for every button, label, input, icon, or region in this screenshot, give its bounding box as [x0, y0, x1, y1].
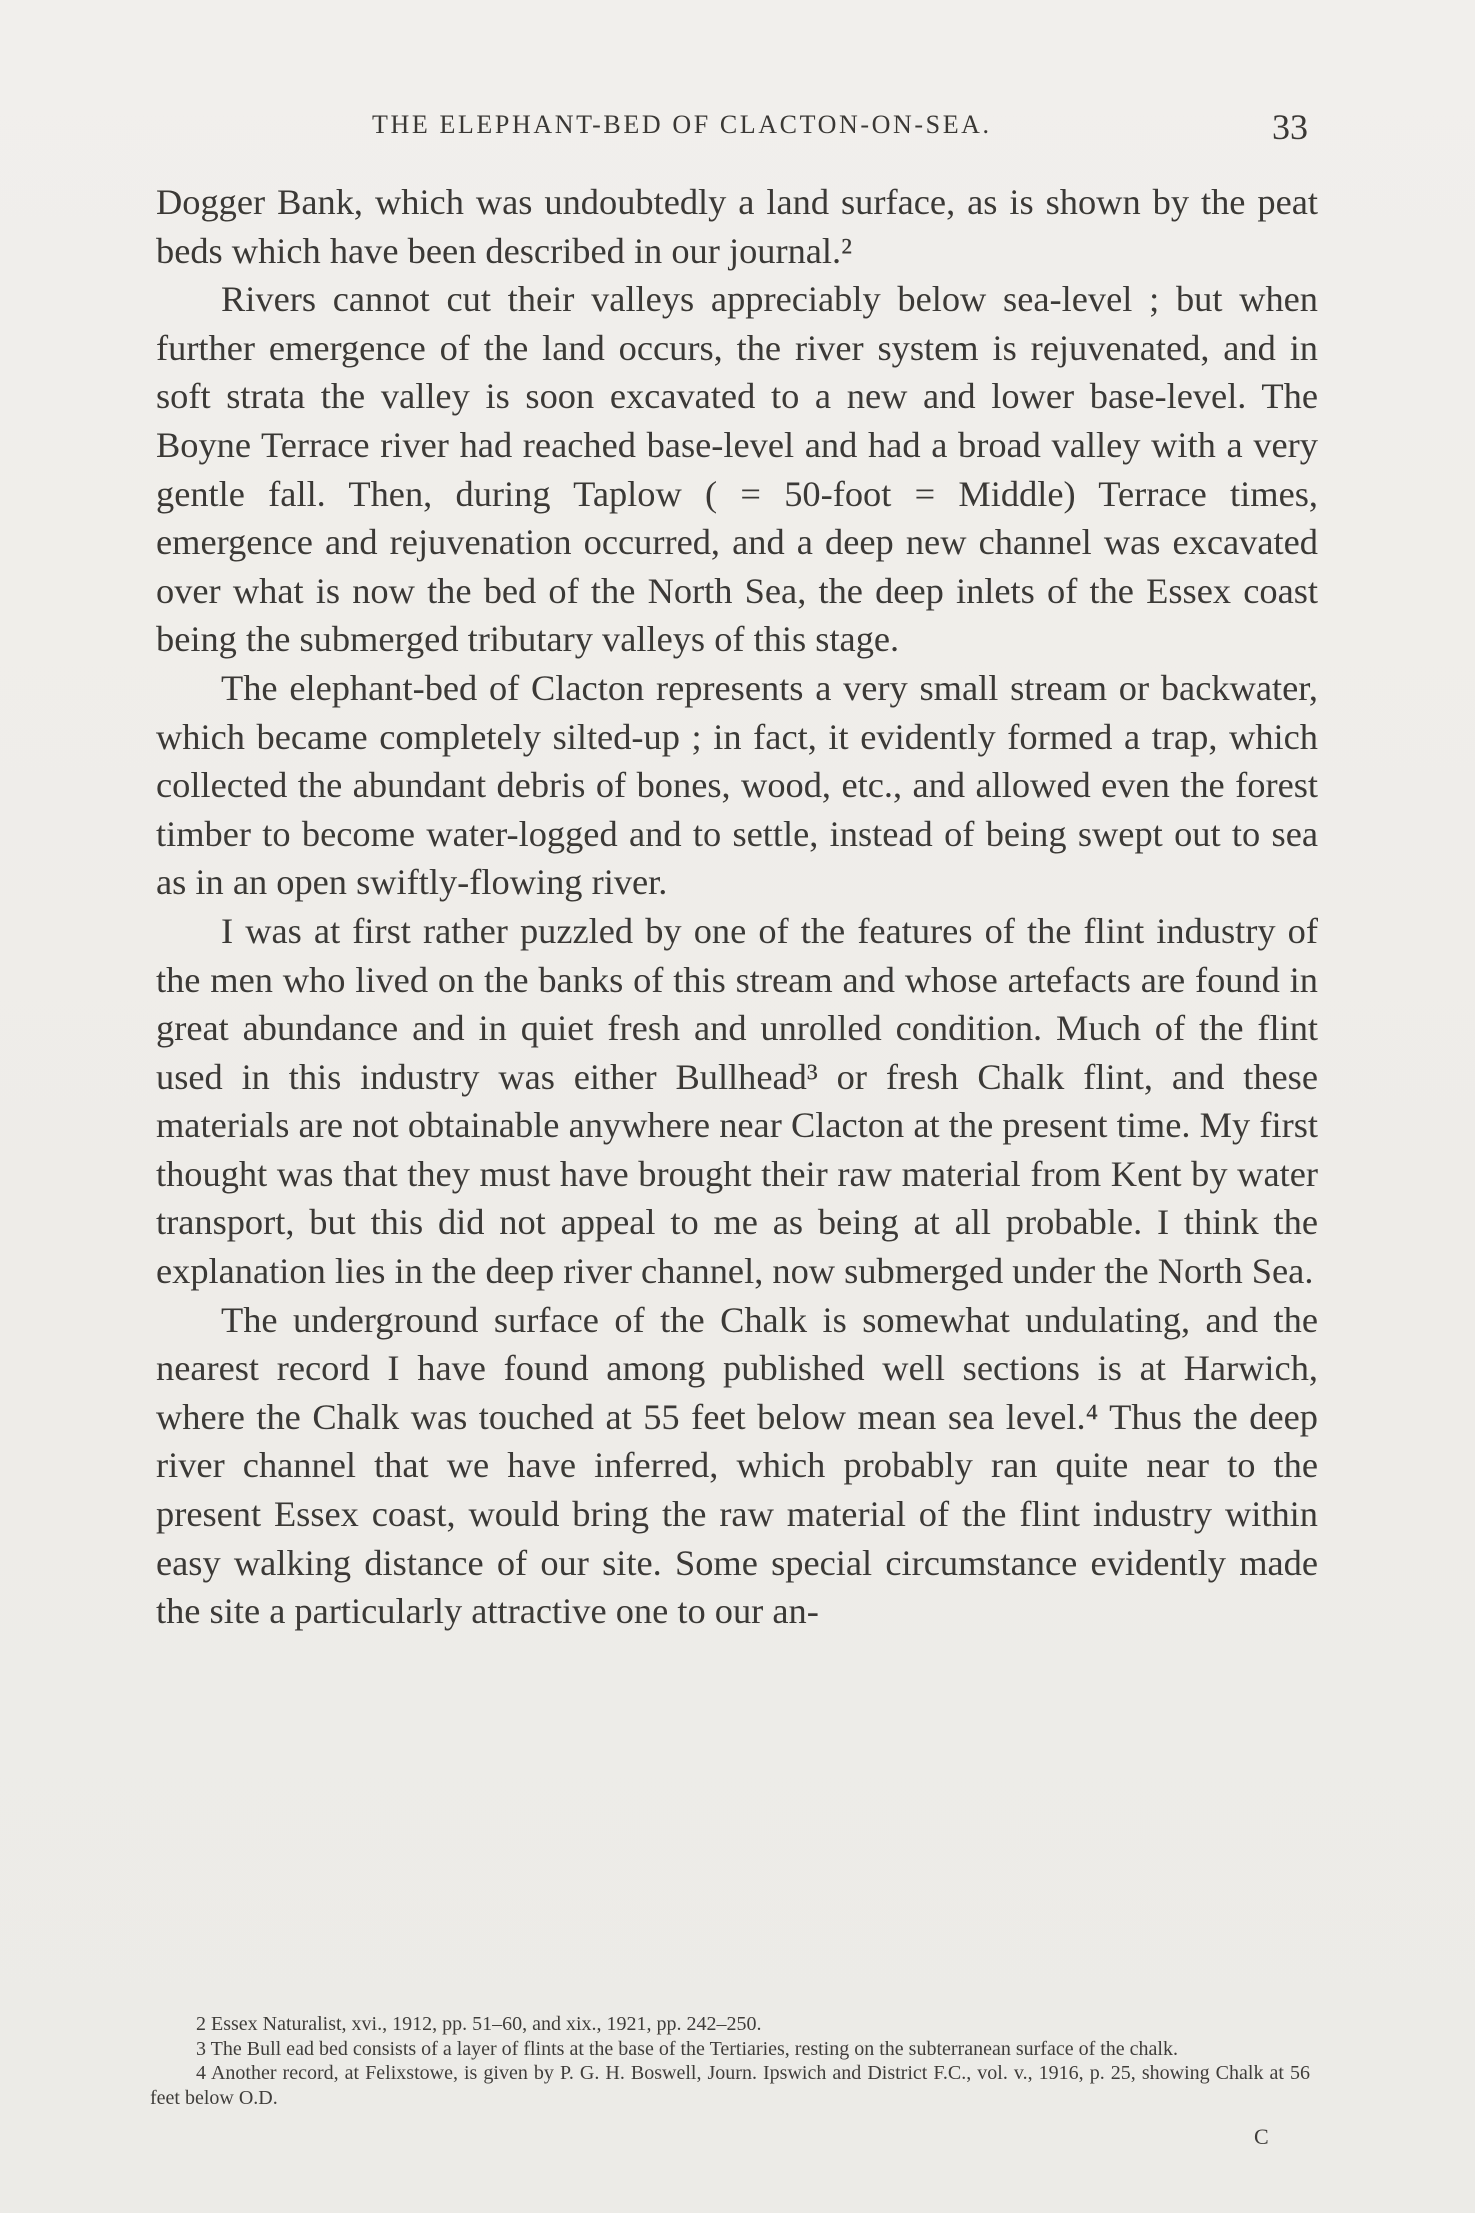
footnote: 2 Essex Naturalist, xvi., 1912, pp. 51–60, and xix., 1921, pp. 242–250.: [196, 2013, 762, 2035]
running-title: THE ELEPHANT-BED OF CLACTON-ON-SEA.: [372, 110, 992, 139]
footnote: 3 The Bull ead bed consists of a layer of flints at the base of the Tertiaries, resting on the subterranean surface of the chalk.: [196, 2037, 1178, 2060]
running-head: [0, 107, 1475, 150]
paragraph: The elephant-bed of Clacton represents a very small stream or backwater, which became completely silted-up ; in fact, it evidently formed a trap, which collected the abundant debris of bones, wood, etc., and allowed even the forest timber to become water-logged and to settle, instead of being swept out to sea as in an open swiftly-flowing river.: [156, 667, 1318, 903]
paragraph: The underground surface of the Chalk is somewhat undulating, and the nearest record I have found among published well sections is at Harwich, where the Chalk was touched at 55 feet below mean sea level.⁴ Thus the deep river channel that we have inferred, which probably ran quite near to the present Essex coast, would bring the raw material of the flint industry within easy walking distance of our site. Some special circumstance evidently made the site a particularly attractive one to our an-: [156, 1299, 1318, 1632]
signature-mark: C: [1254, 2124, 1269, 2149]
paragraph: Dogger Bank, which was undoubtedly a land surface, as is shown by the peat beds which have been described in our journal.²: [156, 182, 1318, 271]
page-number: 33: [1272, 107, 1308, 147]
paragraph: Rivers cannot cut their valleys appreciably below sea-level ; but when further emergence of the land occurs, the river system is rejuvenated, and in soft strata the valley is soon excavated to a new and lower base-level. The Boyne Terrace river had reached base-level and had a broad valley with a very gentle fall. Then, during Taplow ( = 50-foot = Middle) Terrace times, emergence and rejuvenation occurred, and a deep new channel was excavated over what is now the bed of the North Sea, the deep inlets of the Essex coast being the submerged tributary valleys of this stage.: [156, 279, 1318, 660]
paragraph: I was at first rather puzzled by one of the features of the flint industry of the men who lived on the banks of this stream and whose artefacts are found in great abundance and in quiet fresh and unrolled condition. Much of the flint used in this industry was either Bullhead³ or fresh Chalk flint, and these materials are not obtainable anywhere near Clacton at the present time. My first thought was that they must have brought their raw material from Kent by water transport, but this did not appeal to me as being at all probable. I think the explanation lies in the deep river channel, now submerged under the North Sea.: [156, 910, 1318, 1292]
footnotes: [150, 2012, 1310, 2110]
body-text: [156, 178, 1318, 1636]
footnote: 4 Another record, at Felixstowe, is given by P. G. H. Boswell, Journ. Ipswich and District F.C., vol. v., 1916, p. 25, showing Chalk at 56 feet below O.D.: [150, 2062, 1310, 2109]
